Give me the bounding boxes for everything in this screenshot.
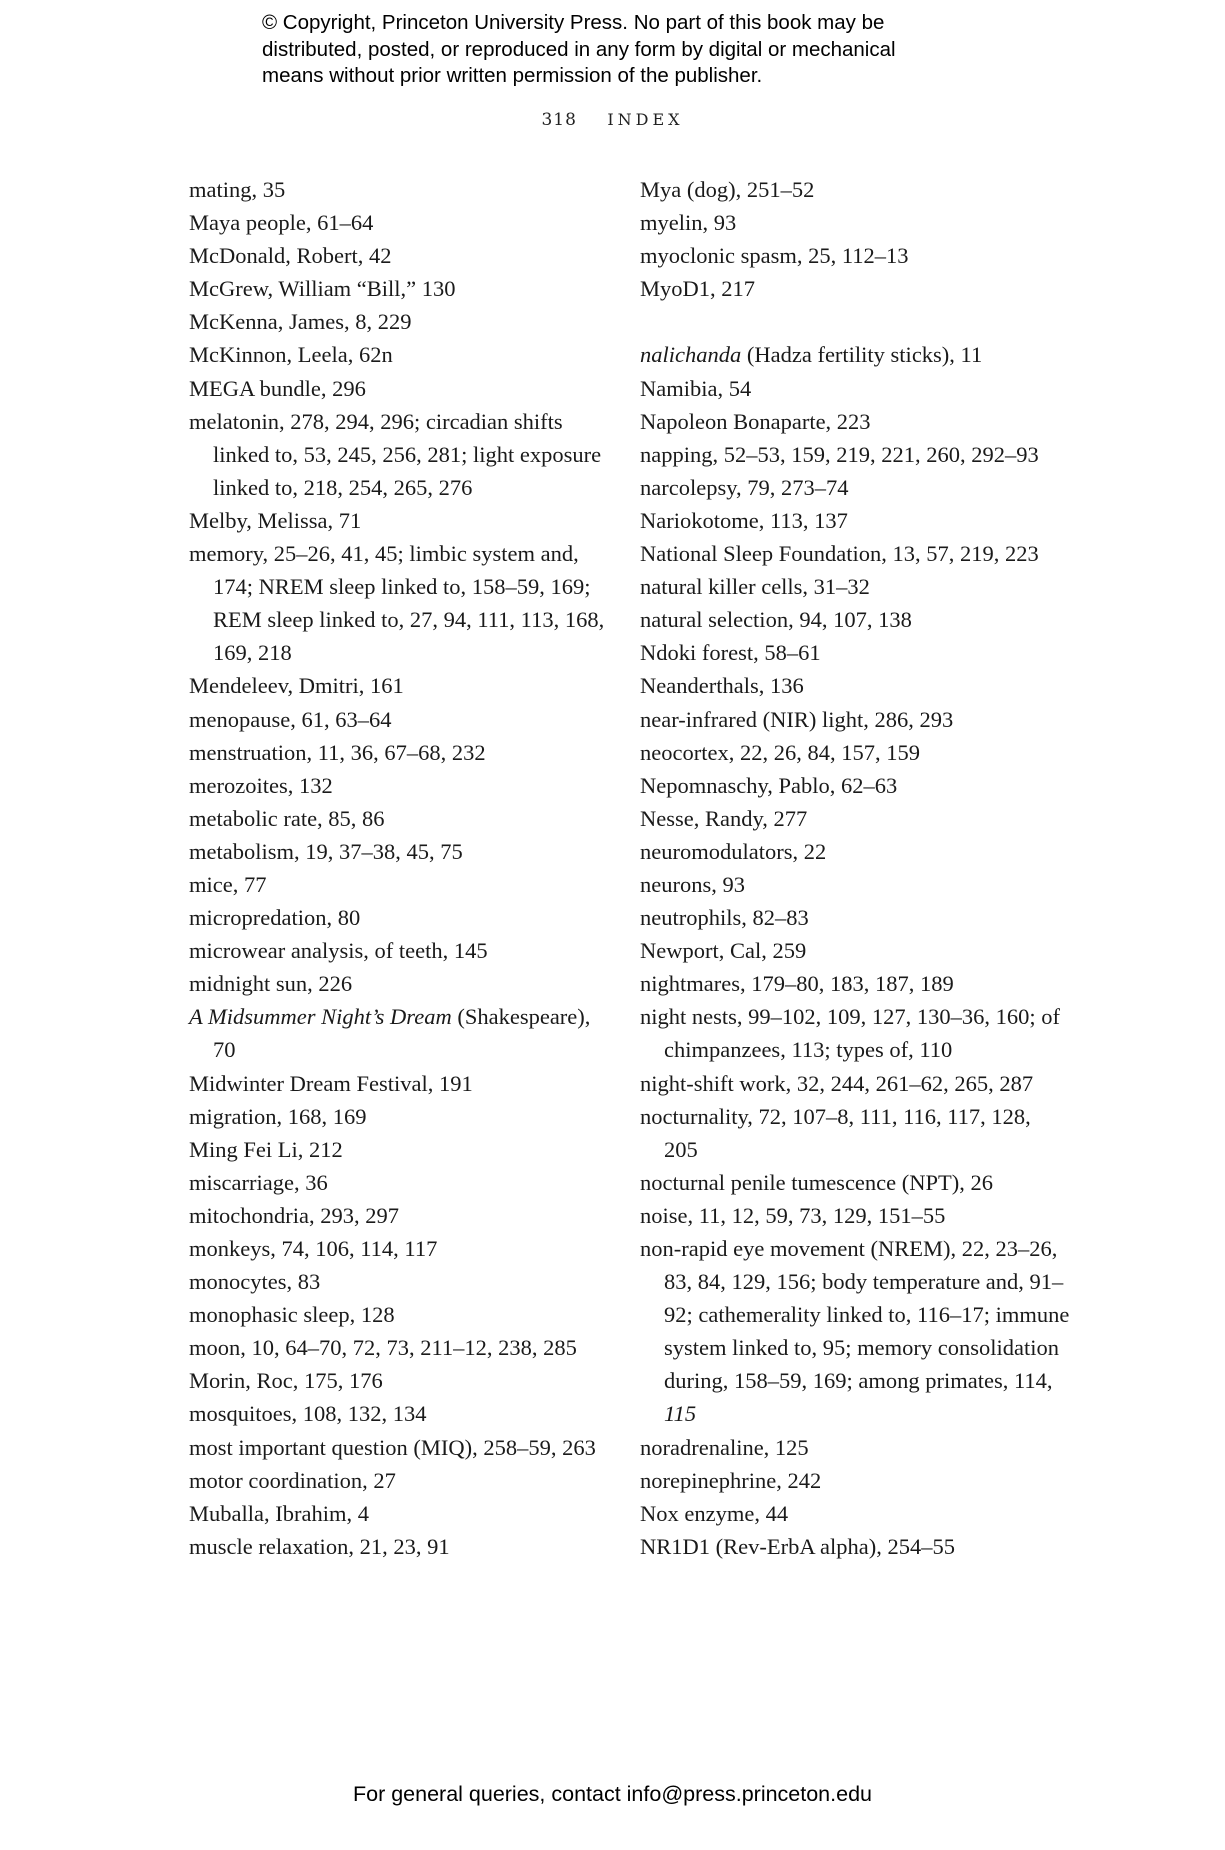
index-letter-gap bbox=[640, 305, 1070, 338]
index-entry-text: Neanderthals, 136 bbox=[640, 673, 804, 699]
index-entry bbox=[189, 272, 609, 305]
index-entry bbox=[640, 173, 1070, 206]
index-entry bbox=[189, 1067, 609, 1100]
index-entry-text: Ming Fei Li, 212 bbox=[189, 1136, 343, 1162]
copyright-line: © Copyright, Princeton University Press. No part of this book may be bbox=[262, 11, 885, 34]
index-entry-text: mating, 35 bbox=[189, 177, 286, 202]
index-entry-text: (Shakespeare), 70 bbox=[213, 1004, 591, 1063]
index-entry bbox=[189, 669, 609, 702]
index-entry bbox=[640, 1100, 1070, 1166]
index-entry bbox=[189, 1497, 609, 1530]
index-entry bbox=[189, 1199, 609, 1232]
index-entry bbox=[189, 537, 609, 669]
index-entry-text: most important question (MIQ), 258–59, 263 bbox=[189, 1434, 596, 1460]
index-entry bbox=[640, 1530, 1070, 1563]
index-entry-text: monophasic sleep, 128 bbox=[189, 1302, 395, 1328]
footer-contact: For general queries, contact info@press.princeton.edu bbox=[352, 1782, 872, 1806]
index-entry-text: noise, 11, 12, 59, 73, 129, 151–55 bbox=[640, 1202, 946, 1228]
index-entry bbox=[640, 703, 1070, 736]
copyright-line: means without prior written permission of the publisher. bbox=[262, 64, 763, 87]
copyright-notice bbox=[262, 10, 982, 90]
index-entry-text: Namibia, 54 bbox=[640, 375, 752, 401]
index-entry bbox=[640, 1464, 1070, 1497]
index-entry-text: Nesse, Randy, 277 bbox=[640, 805, 808, 831]
index-entry bbox=[640, 372, 1070, 405]
index-entry-text: Mya (dog), 251–52 bbox=[640, 177, 815, 202]
index-entry-text: natural selection, 94, 107, 138 bbox=[640, 607, 912, 633]
index-entry-text: MEGA bundle, 296 bbox=[189, 375, 366, 401]
index-entry bbox=[640, 1497, 1070, 1530]
index-entry bbox=[640, 736, 1070, 769]
index-entry bbox=[189, 835, 609, 868]
section-title: INDEX bbox=[607, 110, 684, 129]
index-entry-text: Maya people, 61–64 bbox=[189, 210, 374, 236]
index-entry bbox=[189, 1232, 609, 1265]
index-entry bbox=[189, 901, 609, 934]
index-entry-text: Nariokotome, 113, 137 bbox=[640, 507, 848, 533]
index-entry bbox=[189, 1431, 609, 1464]
index-entry bbox=[640, 802, 1070, 835]
index-entry-text: night-shift work, 32, 244, 261–62, 265, 287 bbox=[640, 1070, 1034, 1096]
index-entry bbox=[189, 504, 609, 537]
index-entry bbox=[189, 1166, 609, 1199]
index-entry-text: nocturnal penile tumescence (NPT), 26 bbox=[640, 1169, 994, 1195]
index-entry-text: Mendeleev, Dmitri, 161 bbox=[189, 673, 404, 699]
index-entry-text: mice, 77 bbox=[189, 871, 267, 897]
index-entry bbox=[189, 1000, 609, 1066]
index-entry bbox=[640, 1166, 1070, 1199]
index-entry-text: night nests, 99–102, 109, 127, 130–36, 160; of chimpanzees, 113; types of, 110 bbox=[640, 1004, 1060, 1063]
index-entry bbox=[640, 769, 1070, 802]
index-entry bbox=[640, 438, 1070, 471]
index-entry-text: moon, 10, 64–70, 72, 73, 211–12, 238, 285 bbox=[189, 1335, 577, 1361]
index-entry-text: neuromodulators, 22 bbox=[640, 838, 827, 864]
index-entry-text: neutrophils, 82–83 bbox=[640, 905, 809, 931]
index-entry-text: Newport, Cal, 259 bbox=[640, 938, 807, 964]
index-entry-italic-title: A Midsummer Night’s Dream bbox=[189, 1004, 452, 1030]
index-entry-text: NR1D1 (Rev-ErbA alpha), 254–55 bbox=[640, 1533, 955, 1559]
index-entry bbox=[189, 769, 609, 802]
index-entry-text: McDonald, Robert, 42 bbox=[189, 243, 392, 269]
index-entry-text: Morin, Roc, 175, 176 bbox=[189, 1368, 383, 1394]
index-entry-text: Ndoki forest, 58–61 bbox=[640, 640, 821, 666]
index-entry bbox=[189, 372, 609, 405]
index-entry-text: Nepomnaschy, Pablo, 62–63 bbox=[640, 772, 898, 798]
index-entry bbox=[640, 504, 1070, 537]
index-entry-text: menopause, 61, 63–64 bbox=[189, 706, 392, 732]
index-entry-text: (Hadza fertility sticks), 11 bbox=[741, 342, 983, 368]
index-entry-text: napping, 52–53, 159, 219, 221, 260, 292–93 bbox=[640, 441, 1039, 467]
index-entry-text: nightmares, 179–80, 183, 187, 189 bbox=[640, 971, 954, 997]
index-entry bbox=[189, 173, 609, 206]
index-entry bbox=[640, 471, 1070, 504]
index-entry bbox=[189, 1298, 609, 1331]
index-entry bbox=[640, 405, 1070, 438]
index-entry bbox=[189, 934, 609, 967]
index-entry bbox=[640, 206, 1070, 239]
index-entry bbox=[640, 901, 1070, 934]
index-entry bbox=[189, 1397, 609, 1430]
index-column-right bbox=[640, 173, 1070, 1563]
index-entry bbox=[640, 1067, 1070, 1100]
index-entry-text: Muballa, Ibrahim, 4 bbox=[189, 1500, 369, 1526]
index-entry-text: miscarriage, 36 bbox=[189, 1169, 328, 1195]
index-entry-text: monkeys, 74, 106, 114, 117 bbox=[189, 1236, 438, 1261]
index-entry bbox=[189, 967, 609, 1000]
index-entry-text: metabolic rate, 85, 86 bbox=[189, 805, 385, 831]
index-entry-italic-title: nalichanda bbox=[640, 342, 742, 368]
index-entry bbox=[189, 868, 609, 901]
index-entry bbox=[640, 338, 1070, 371]
index-entry-text: nocturnality, 72, 107–8, 111, 116, 117, 128, 205 bbox=[640, 1103, 1031, 1162]
index-entry bbox=[189, 1133, 609, 1166]
index-entry-text: micropredation, 80 bbox=[189, 905, 361, 931]
index-entry-text: Midwinter Dream Festival, 191 bbox=[189, 1070, 473, 1096]
index-entry bbox=[189, 802, 609, 835]
index-entry bbox=[189, 338, 609, 371]
index-entry bbox=[189, 305, 609, 338]
index-entry bbox=[189, 1331, 609, 1364]
index-entry-text: mitochondria, 293, 297 bbox=[189, 1202, 399, 1228]
index-entry-text: noradrenaline, 125 bbox=[640, 1434, 809, 1460]
index-entry-text: migration, 168, 169 bbox=[189, 1103, 367, 1129]
index-entry-text: myoclonic spasm, 25, 112–13 bbox=[640, 243, 909, 269]
index-entry bbox=[640, 239, 1070, 272]
index-entry-text: non-rapid eye movement (NREM), 22, 23–26, 83, 84, 129, 156; body temperature and, 91–92; cathemerality linked to, 116–17; immune system linked to, 95; memory consolidation during, 158–59, 169; among primates, 114, bbox=[640, 1236, 1070, 1394]
index-entry bbox=[640, 1431, 1070, 1464]
index-entry-text: merozoites, 132 bbox=[189, 772, 333, 798]
index-entry bbox=[640, 570, 1070, 603]
page-number: 318 bbox=[541, 110, 577, 130]
index-entry-text: narcolepsy, 79, 273–74 bbox=[640, 474, 849, 500]
index-entry bbox=[189, 1530, 609, 1563]
index-entry-text: myelin, 93 bbox=[640, 210, 737, 236]
index-entry bbox=[189, 1464, 609, 1497]
index-entry-text: Nox enzyme, 44 bbox=[640, 1500, 789, 1526]
index-entry bbox=[640, 835, 1070, 868]
index-entry bbox=[189, 1265, 609, 1298]
index-entry-text: menstruation, 11, 36, 67–68, 232 bbox=[189, 739, 486, 765]
index-entry-text: National Sleep Foundation, 13, 57, 219, 223 bbox=[640, 541, 1039, 567]
index-entry bbox=[640, 603, 1070, 636]
index-entry-text: metabolism, 19, 37–38, 45, 75 bbox=[189, 838, 463, 864]
index-entry-text: MyoD1, 217 bbox=[640, 276, 756, 302]
index-entry bbox=[189, 736, 609, 769]
index-entry-text: Melby, Melissa, 71 bbox=[189, 507, 362, 533]
index-entry-text: McKenna, James, 8, 229 bbox=[189, 309, 412, 335]
index-entry-text: memory, 25–26, 41, 45; limbic system and, 174; NREM sleep linked to, 158–59, 169; REM sleep linked to, 27, 94, 111, 113, 168, 169, 218 bbox=[189, 541, 605, 666]
index-entry bbox=[640, 1199, 1070, 1232]
index-entry bbox=[640, 1000, 1070, 1066]
index-entry bbox=[640, 636, 1070, 669]
index-entry-italic-locator: 115 bbox=[664, 1401, 697, 1427]
index-entry bbox=[189, 703, 609, 736]
index-entry-text: muscle relaxation, 21, 23, 91 bbox=[189, 1533, 450, 1559]
index-entry bbox=[640, 272, 1070, 305]
index-entry-text: neurons, 93 bbox=[640, 871, 745, 897]
index-entry bbox=[640, 967, 1070, 1000]
index-entry-text: McKinnon, Leela, 62n bbox=[189, 342, 393, 368]
index-entry bbox=[640, 537, 1070, 570]
index-entry-text: mosquitoes, 108, 132, 134 bbox=[189, 1401, 427, 1427]
index-entry bbox=[640, 669, 1070, 702]
index-entry bbox=[640, 1232, 1070, 1431]
index-column-left bbox=[189, 173, 609, 1563]
index-entry-text: McGrew, William “Bill,” 130 bbox=[189, 276, 456, 302]
index-entry-text: norepinephrine, 242 bbox=[640, 1467, 822, 1493]
running-head bbox=[0, 110, 1225, 130]
index-entry bbox=[189, 239, 609, 272]
index-entry-text: melatonin, 278, 294, 296; circadian shifts linked to, 53, 245, 256, 281; light exposure linked to, 218, 254, 265, 276 bbox=[189, 408, 602, 500]
index-entry-text: monocytes, 83 bbox=[189, 1269, 321, 1295]
index-entry-text: natural killer cells, 31–32 bbox=[640, 574, 870, 600]
index-entry-text: microwear analysis, of teeth, 145 bbox=[189, 938, 488, 964]
index-entry bbox=[189, 405, 609, 504]
index-entry bbox=[189, 1364, 609, 1397]
index-entry-text: midnight sun, 226 bbox=[189, 971, 353, 997]
index-entry bbox=[189, 1100, 609, 1133]
index-entry-text: motor coordination, 27 bbox=[189, 1467, 396, 1493]
index-entry-text: neocortex, 22, 26, 84, 157, 159 bbox=[640, 739, 920, 765]
index-entry bbox=[640, 934, 1070, 967]
copyright-line: distributed, posted, or reproduced in any form by digital or mechanical bbox=[262, 37, 896, 61]
index-entry bbox=[640, 868, 1070, 901]
index-entry-text: Napoleon Bonaparte, 223 bbox=[640, 408, 871, 434]
index-entry-text: near-infrared (NIR) light, 286, 293 bbox=[640, 706, 954, 732]
index-entry bbox=[189, 206, 609, 239]
